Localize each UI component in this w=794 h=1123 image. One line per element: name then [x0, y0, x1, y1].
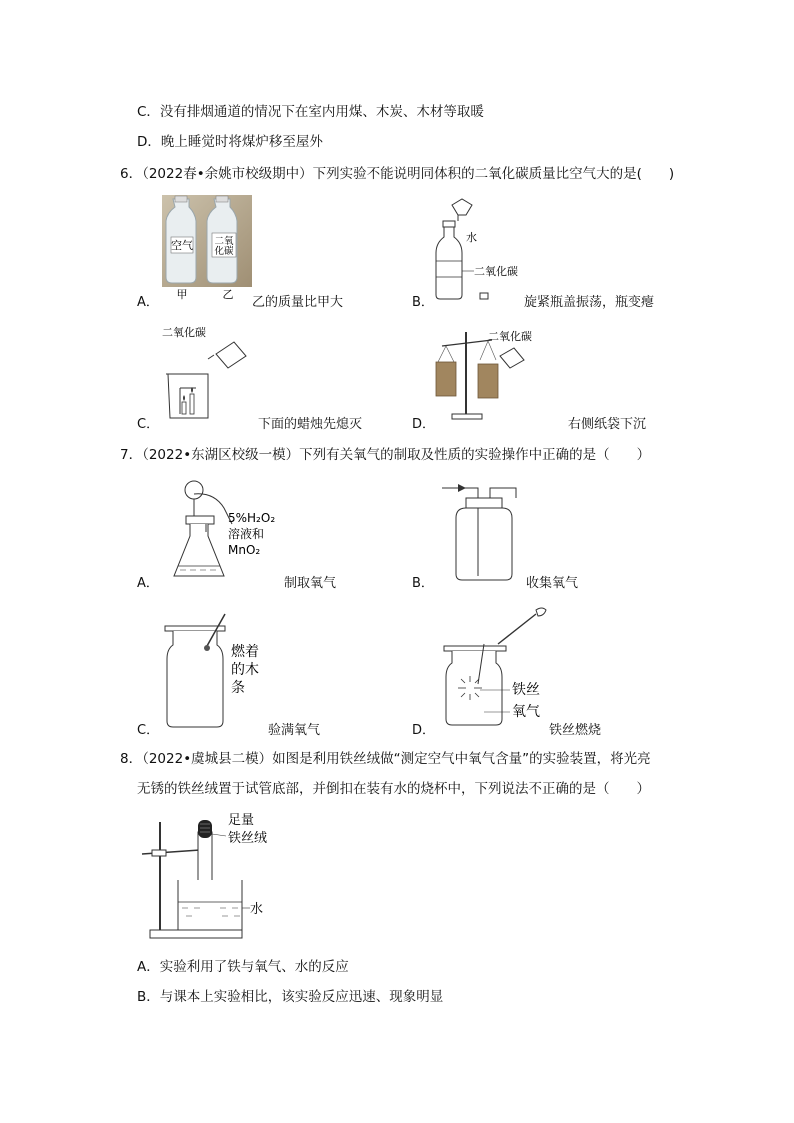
question-6-stem: 6．（2022春•余姚市校级期中）下列实验不能说明同体积的二氧化碳质量比空气大的是( ) — [120, 166, 675, 182]
option-c-prev: C．没有排烟通道的情况下在室内用煤、木炭、木材等取暖 — [137, 104, 484, 120]
q7-option-d-caption: 铁丝燃烧 — [549, 723, 602, 738]
iron-wire-label: 铁丝 — [512, 682, 540, 698]
q8-label-sufficient: 足量 — [228, 813, 255, 828]
q7-option-b-letter: B． — [412, 576, 434, 591]
q8-label-steel-wool: 铁丝绒 — [228, 831, 268, 846]
q8-figure — [138, 810, 298, 942]
q6-figure-a — [162, 195, 252, 300]
tag-jia: 甲 — [176, 288, 188, 301]
q7-option-b-caption: 收集氧气 — [526, 576, 579, 591]
splint-label-2: 的木 — [231, 662, 259, 678]
co2-label-d: 二氧化碳 — [488, 330, 532, 343]
question-8-stem-2: 无锈的铁丝绒置于试管底部，并倒扣在装有水的烧杯中，下列说法不正确的是（ ） — [137, 781, 650, 797]
q6-option-c-caption: 下面的蜡烛先熄灭 — [258, 417, 363, 432]
question-8-stem-1: 8．（2022•虞城县二模）如图是利用铁丝绒做“测定空气中氧气含量”的实验装置，将光亮 — [120, 751, 651, 767]
q6-option-a-letter: A． — [137, 295, 159, 310]
q6-option-b-caption: 旋紧瓶盖振荡，瓶变瘪 — [524, 295, 655, 310]
q7-option-c-letter: C． — [137, 723, 160, 738]
q7-option-a-letter: A． — [137, 576, 159, 591]
question-7-stem: 7．（2022•东湖区校级一模）下列有关氧气的制取及性质的实验操作中正确的是（ ） — [120, 447, 651, 463]
q8-water-label: 水 — [250, 902, 264, 917]
reagent-label-1: 5%H₂O₂ — [228, 511, 276, 525]
q6-option-d-caption: 右侧纸袋下沉 — [568, 417, 647, 432]
bottle-label-co2-1: 二氧 — [214, 236, 234, 247]
q7-figure-b — [440, 480, 530, 584]
tag-yi: 乙 — [222, 288, 234, 301]
q6-figure-d — [436, 326, 548, 422]
reagent-label-3: MnO₂ — [228, 543, 261, 557]
q8-option-b: B．与课本上实验相比，该实验反应迅速、现象明显 — [137, 989, 444, 1005]
water-label: 水 — [466, 231, 477, 244]
oxygen-label: 氧气 — [512, 704, 540, 720]
q7-option-d-letter: D． — [412, 723, 436, 738]
splint-label-3: 条 — [231, 680, 245, 696]
q8-option-a: A．实验利用了铁与氧气、水的反应 — [137, 959, 349, 975]
q6-option-d-letter: D． — [412, 417, 436, 432]
q6-figure-b — [430, 197, 540, 305]
q7-option-c-caption: 验满氧气 — [268, 723, 321, 738]
option-d-prev: D．晚上睡觉时将煤炉移至屋外 — [137, 134, 323, 150]
q7-figure-d — [444, 604, 564, 730]
q6-option-a-caption: 乙的质量比甲大 — [252, 295, 344, 310]
q6-option-b-letter: B． — [412, 295, 434, 310]
co2-label-c: 二氧化碳 — [162, 326, 206, 339]
q6-figure-c — [158, 322, 258, 422]
splint-label-1: 燃着 — [231, 644, 259, 660]
bottle-label-co2-2: 化碳 — [214, 246, 234, 257]
q7-figure-a — [172, 478, 276, 584]
q6-option-c-letter: C． — [137, 417, 160, 432]
co2-label-b: 二氧化碳 — [474, 265, 518, 278]
q7-option-a-caption: 制取氧气 — [284, 576, 337, 591]
bottle-label-air: 空气 — [171, 239, 193, 252]
reagent-label-2: 溶液和 — [228, 527, 265, 541]
q7-figure-c — [165, 626, 285, 730]
